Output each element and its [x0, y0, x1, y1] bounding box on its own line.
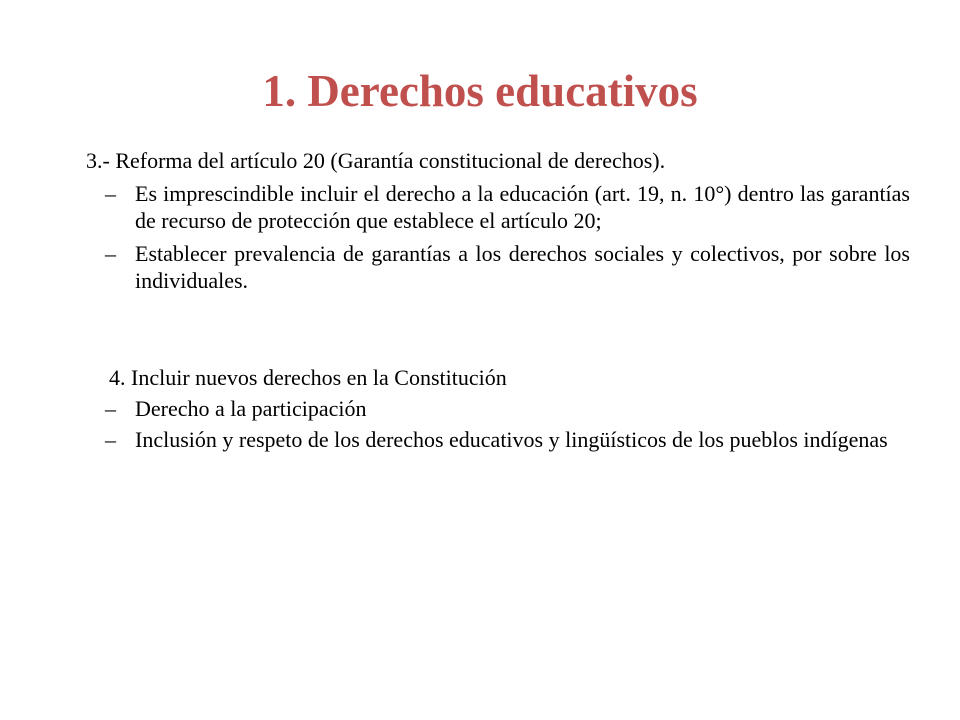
slide-title: 1. Derechos educativos	[262, 66, 698, 116]
bullet-item	[86, 240, 910, 294]
bullet-item	[86, 180, 910, 234]
bullet-marker: –	[105, 241, 116, 266]
bullet-text: Derecho a la participación	[135, 396, 367, 421]
bullet-item	[86, 395, 910, 422]
bullet-marker: –	[105, 181, 116, 206]
section-heading-nuevos-derechos: 4. Incluir nuevos derechos en la Constitución	[109, 365, 507, 390]
bullet-marker: –	[105, 396, 116, 421]
bullet-text: Inclusión y respeto de los derechos educativos y lingüísticos de los pueblos indígenas	[135, 427, 888, 452]
slide-body	[86, 147, 910, 453]
bullet-marker: –	[105, 427, 116, 452]
section-heading-reforma: 3.- Reforma del artículo 20 (Garantía constitucional de derechos).	[86, 148, 666, 173]
bullet-text: Es imprescindible incluir el derecho a la educación (art. 19, n. 10°) dentro las garantías de recurso de protección que establece el artículo 20;	[135, 181, 910, 233]
bullet-item	[86, 426, 910, 453]
bullet-text: Establecer prevalencia de garantías a los derechos sociales y colectivos, por sobre los individuales.	[135, 241, 910, 293]
